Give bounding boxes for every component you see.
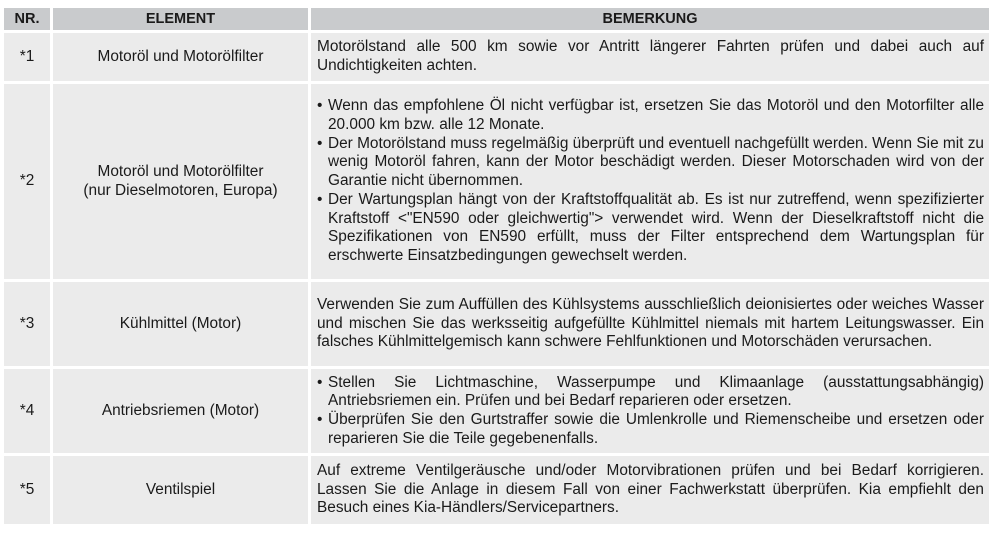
row-remark bbox=[308, 369, 989, 453]
header-element: ELEMENT bbox=[50, 8, 308, 30]
remark-bullet: • Überprüfen Sie den Gurtstraffer sowie die Umlenkrolle und Riemenscheibe und ersetzen oder reparieren Sie die Teile gegebenenfalls. bbox=[317, 411, 984, 448]
remark-bullet: • Der Wartungsplan hängt von der Kraftstoffqualität ab. Es ist nur zutreffend, wenn spezifizierter Kraftstoff <"EN590 oder gleichwertig"> verwendet wird. Wenn der Dieselkraftstoff nicht die Spezifikationen von EN590 erfüllt, muss der Filter entsprechend dem Wartungsplan für erschwerte Einsatzbedingungen gewechselt werden. bbox=[317, 191, 984, 266]
element-line: Kühlmittel (Motor) bbox=[119, 314, 242, 332]
row-element bbox=[50, 33, 308, 81]
table-row bbox=[4, 369, 989, 453]
remark-bullet: • Der Motorölstand muss regelmäßig überprüft und eventuell nachgefüllt werden. Wenn Sie mit zu wenig Motoröl fahren, kann der Motor beschädigt werden. Dieser Motorschaden wird von der Garantie nicht übernommen. bbox=[317, 135, 984, 191]
row-number: *3 bbox=[4, 282, 50, 366]
table-row bbox=[4, 84, 989, 279]
row-remark: Motorölstand alle 500 km sowie vor Antritt längerer Fahrten prüfen und dabei auch auf Undichtigkeiten achten. bbox=[308, 33, 989, 81]
remark-bullet: • Stellen Sie Lichtmaschine, Wasserpumpe und Klimaanlage (ausstattungsabhängig) Antriebsriemen ein. Prüfen und bei Bedarf reparieren oder ersetzen. bbox=[317, 374, 984, 411]
row-remark: Auf extreme Ventilgeräusche und/oder Motorvibrationen prüfen und bei Bedarf korrigieren. Lassen Sie die Anlage in diesem Fall von einer Fachwerkstatt überprüfen. Kia empfiehlt den Besuch eines Kia-Händlers/Servicepartners. bbox=[308, 456, 989, 524]
row-element bbox=[50, 456, 308, 524]
table-row bbox=[4, 33, 989, 81]
row-number: *4 bbox=[4, 369, 50, 453]
header-bemerkung: BEMERKUNG bbox=[308, 8, 989, 30]
header-nr: NR. bbox=[4, 8, 50, 30]
element-line: (nur Dieselmotoren, Europa) bbox=[83, 181, 278, 199]
row-element bbox=[50, 84, 308, 279]
row-remark: Verwenden Sie zum Auffüllen des Kühlsystems ausschließlich deionisiertes oder weiches Wasser und mischen Sie das werksseitig aufgefüllte Kühlmittel niemals mit hartem Leitungswasser. Ein falsches Kühlmittelgemisch kann schwere Fehlfunktionen und Motorschäden verursachen. bbox=[308, 282, 989, 366]
row-remark bbox=[308, 84, 989, 279]
table-row bbox=[4, 282, 989, 366]
maintenance-notes-table bbox=[4, 5, 989, 527]
element-line: Motoröl und Motorölfilter bbox=[97, 162, 264, 180]
remark-bullet: • Wenn das empfohlene Öl nicht verfügbar ist, ersetzen Sie das Motoröl und den Motorfilter alle 20.000 km bzw. alle 12 Monate. bbox=[317, 97, 984, 134]
row-element bbox=[50, 369, 308, 453]
row-number: *2 bbox=[4, 84, 50, 279]
element-line: Motoröl und Motorölfilter bbox=[97, 47, 264, 65]
remark-bullet-list bbox=[317, 97, 984, 265]
table-header-row bbox=[4, 8, 989, 30]
table-row bbox=[4, 456, 989, 524]
remark-bullet-list bbox=[317, 374, 984, 449]
element-line: Ventilspiel bbox=[145, 480, 216, 498]
row-number: *1 bbox=[4, 33, 50, 81]
maintenance-notes-table-wrapper bbox=[4, 5, 989, 527]
row-element bbox=[50, 282, 308, 366]
element-line: Antriebsriemen (Motor) bbox=[101, 401, 260, 419]
row-number: *5 bbox=[4, 456, 50, 524]
